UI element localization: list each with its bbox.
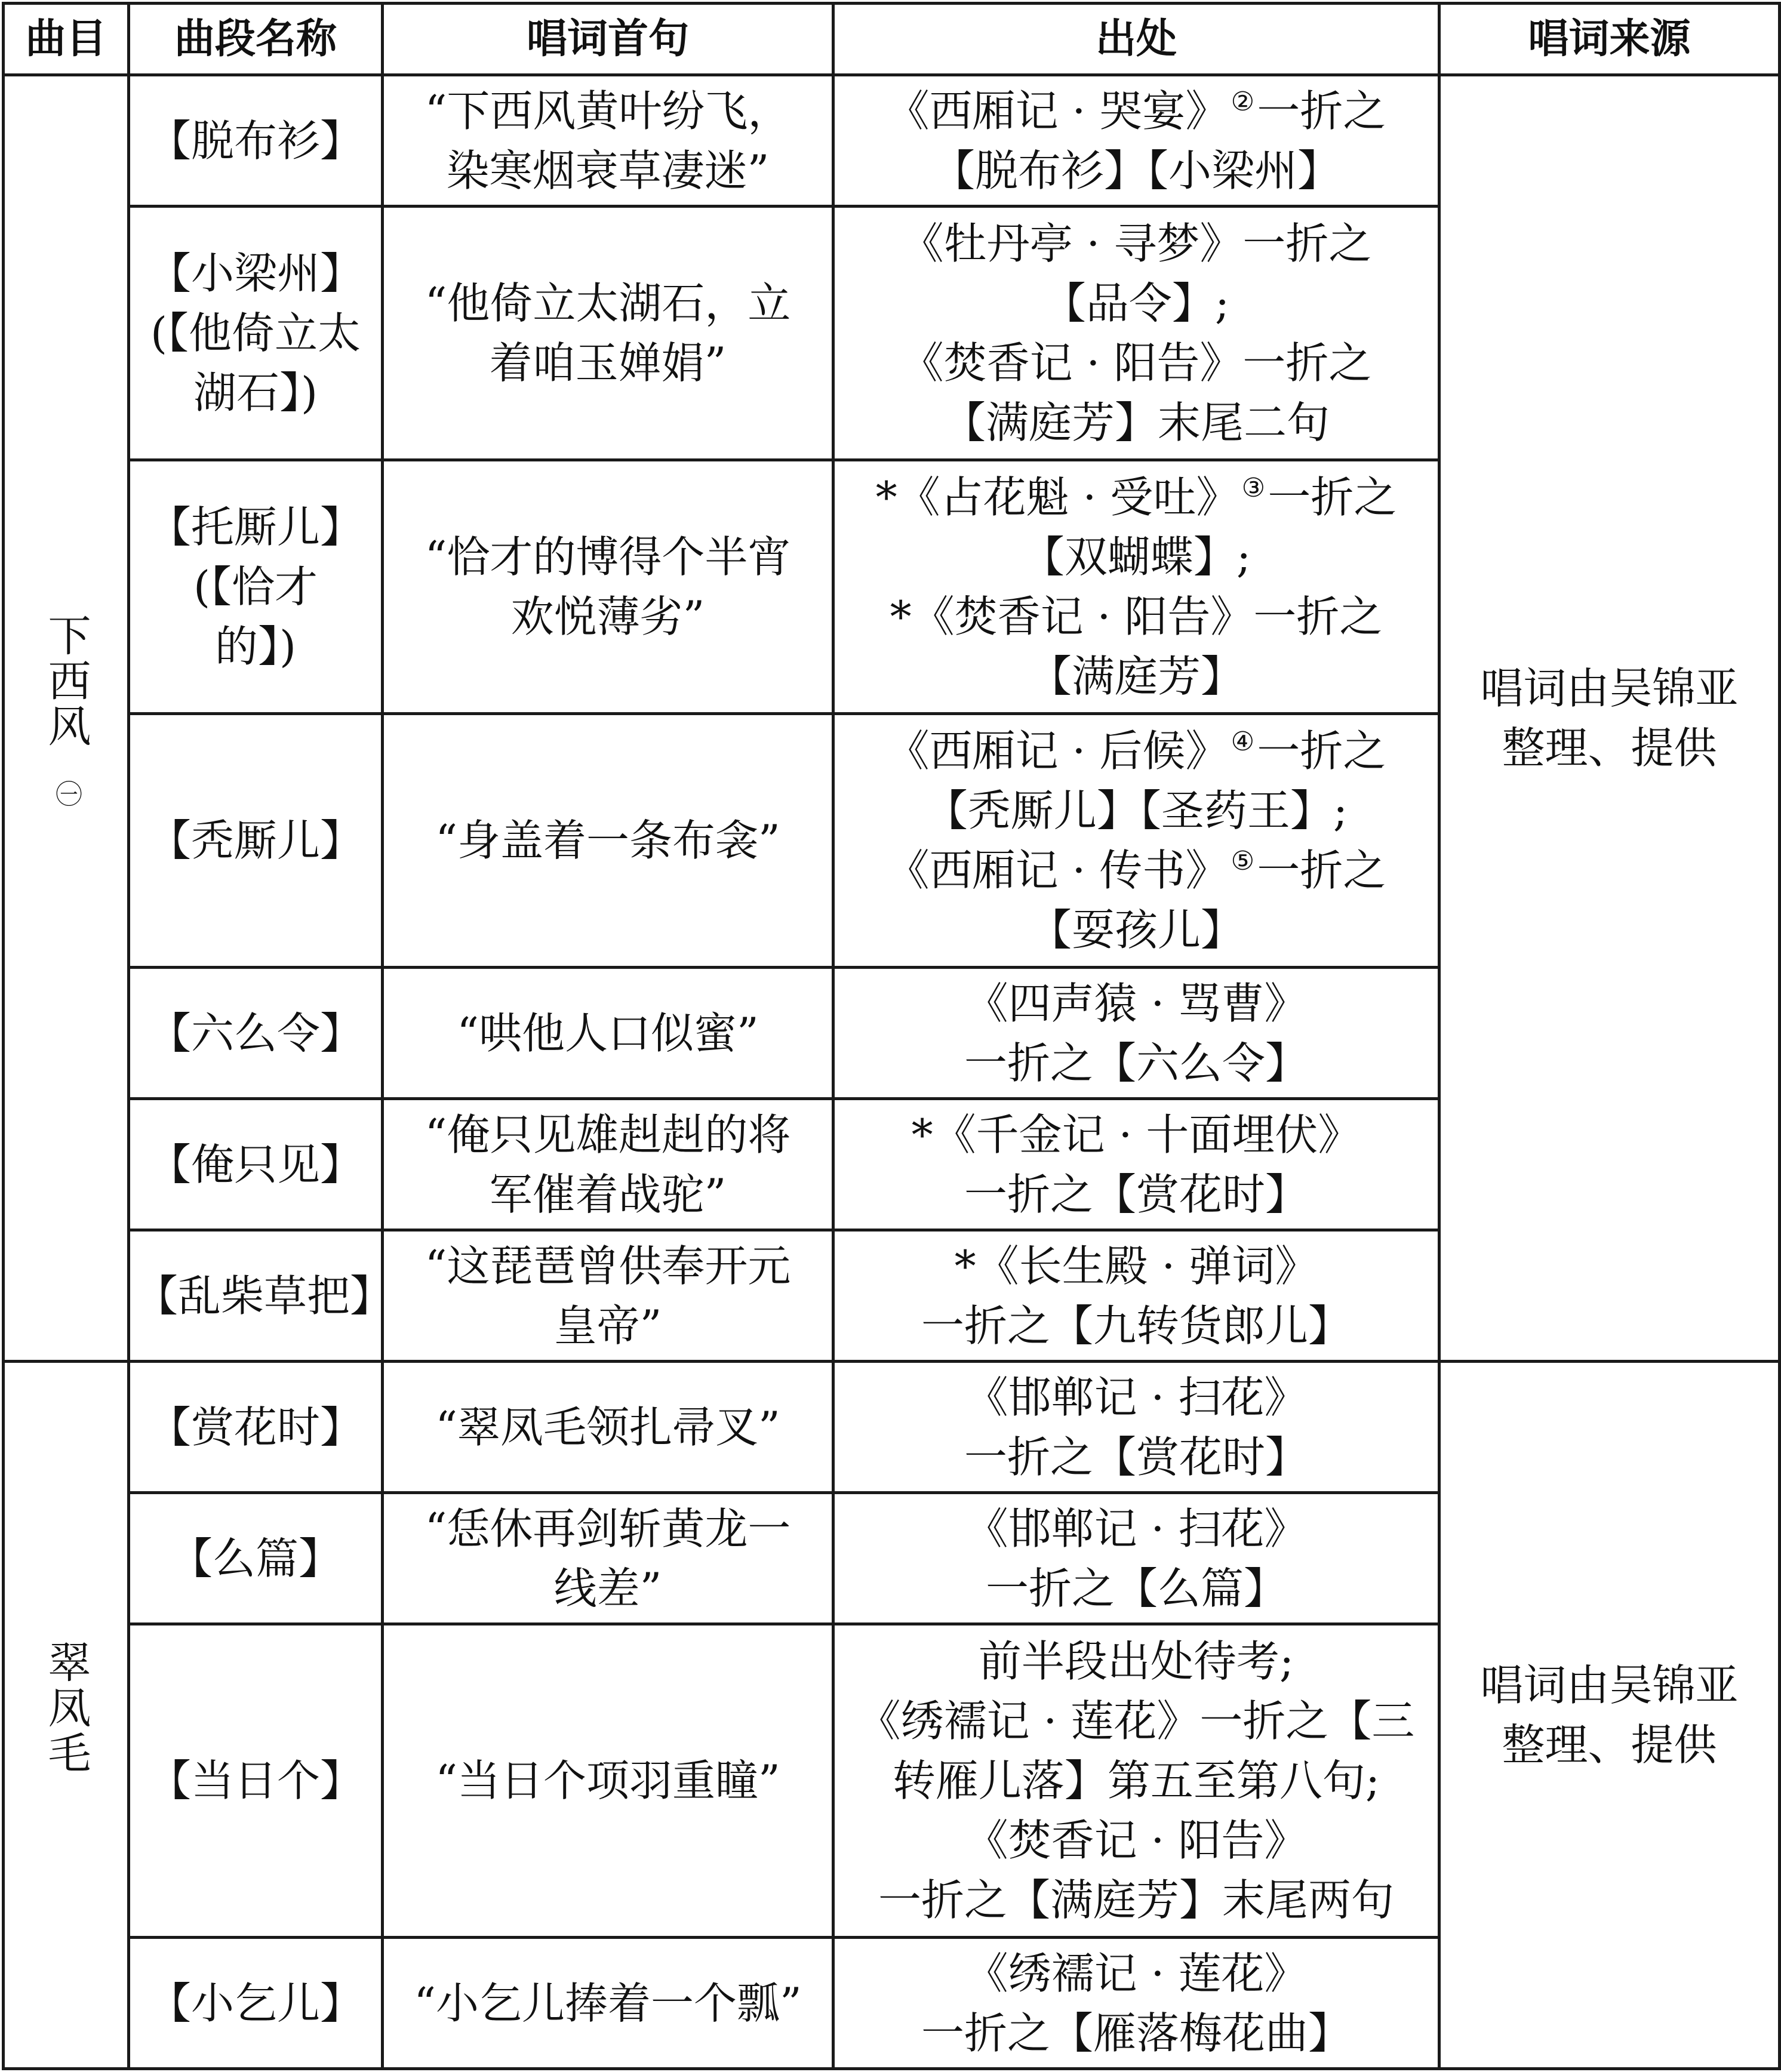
header-first-line: 唱词首句 (383, 4, 833, 75)
section-name-cell-line: 【秃厮儿】 (147, 815, 363, 866)
section-name-cell-line: 【六么令】 (147, 1008, 363, 1058)
first-line-cell (383, 1493, 833, 1624)
origin-text: 一折之【六么令】 (964, 1037, 1308, 1088)
section-name-cell-line: 【小乞儿】 (147, 1978, 363, 2028)
origin-cell (833, 1624, 1439, 1938)
origin-line (839, 1368, 1433, 1427)
origin-cell (833, 1493, 1439, 1624)
piece-title-cell (4, 75, 129, 1362)
origin-text: 《绣襦记 · 莲花》一折之【三 (857, 1696, 1415, 1746)
origin-text: 【品令】; (1042, 278, 1230, 328)
section-name-cell-line: (【恰才 (193, 562, 318, 612)
piece-title-cell (4, 1362, 129, 2069)
first-line-cell (383, 75, 833, 207)
origin-cell (833, 460, 1439, 714)
origin-text: 一折之【赏花时】 (964, 1169, 1308, 1220)
first-line-cell-line: 皇帝” (553, 1300, 662, 1351)
section-name-cell (129, 1624, 383, 1938)
origin-text-after: 一折之 (1257, 726, 1386, 776)
footnote-marker: ④ (1231, 726, 1255, 757)
section-name-cell-line: 【乱柴草把】 (135, 1270, 393, 1321)
origin-line (839, 214, 1433, 273)
section-name-cell (129, 1230, 393, 1362)
origin-line (839, 1105, 1433, 1165)
origin-line (839, 273, 1433, 333)
first-line-cell-line: “恰才的博得个半宵 (425, 532, 791, 582)
section-name-cell-line: 【俺只见】 (147, 1139, 363, 1190)
section-name-cell-line: 【托厮儿】 (147, 502, 363, 552)
origin-text: 《邯郸记 · 扫花》 (965, 1503, 1308, 1554)
first-line-cell-line: “这琵琶曾供奉开元 (425, 1240, 791, 1291)
first-line-cell (383, 1624, 833, 1938)
section-name-cell (129, 1938, 383, 2069)
footnote-marker: ⑤ (1231, 846, 1255, 876)
first-line-cell (383, 1230, 833, 1362)
origin-line (839, 900, 1433, 960)
origin-line (839, 721, 1433, 781)
origin-line (839, 1559, 1433, 1618)
first-line-cell-line: “身盖着一条布衾” (435, 815, 780, 866)
origin-line (839, 781, 1433, 841)
lyric-source-cell (1439, 1362, 1780, 2069)
origin-text: 一折之【雁落梅花曲】 (921, 2008, 1351, 2058)
header-lyric-source: 唱词来源 (1439, 4, 1780, 75)
origin-text: 【满庭芳】末尾二句 (942, 398, 1330, 448)
origin-line (839, 1427, 1433, 1487)
section-name-cell (129, 968, 383, 1099)
origin-text: 《四声猿 · 骂曹》 (965, 978, 1308, 1029)
lyric-source-cell (1439, 75, 1780, 1362)
first-line-cell (383, 1362, 833, 1493)
first-line-cell-line: “恁休再剑斩黄龙一 (425, 1503, 791, 1554)
header-section-name: 曲段名称 (129, 4, 383, 75)
first-line-cell-line: 染寒烟衰草凄迷” (446, 145, 770, 196)
section-name-cell (129, 714, 383, 968)
origin-text: *《长生殿 · 弹词》 (954, 1240, 1318, 1291)
footnote-marker: ㊀ (51, 780, 82, 809)
origin-line (839, 1944, 1433, 2003)
origin-line (839, 1499, 1433, 1559)
section-name-cell (129, 1099, 383, 1230)
first-line-cell (383, 460, 833, 714)
first-line-cell-line: 欢悦薄劣” (510, 592, 705, 642)
origin-cell (833, 1099, 1439, 1230)
table-row (4, 75, 1780, 207)
origin-text: 《绣襦记 · 莲花》 (965, 1948, 1308, 1999)
first-line-cell (383, 207, 833, 460)
section-name-cell-line: 的】) (214, 621, 297, 672)
origin-cell (833, 1938, 1439, 2069)
origin-text: 《牡丹亭 · 寻梦》一折之 (900, 218, 1372, 269)
origin-text: *《占花魁 · 受吐》 (875, 472, 1239, 522)
first-line-cell (383, 1099, 833, 1230)
origin-text: 《焚香记 · 阳告》 (965, 1815, 1308, 1865)
origin-text: 【耍孩儿】 (1028, 905, 1244, 955)
origin-text: 《焚香记 · 阳告》一折之 (900, 338, 1372, 388)
origin-line (839, 1236, 1433, 1296)
section-name-cell-line: 【么篇】 (169, 1533, 342, 1584)
section-name-cell (129, 1493, 383, 1624)
section-name-cell-line: 【当日个】 (147, 1756, 363, 1806)
origin-text-after: 一折之 (1257, 85, 1386, 136)
origin-line (839, 1751, 1433, 1811)
origin-text: 一折之【满庭芳】末尾两句 (878, 1875, 1394, 1925)
footnote-marker: ③ (1241, 473, 1266, 503)
origin-line (839, 1165, 1433, 1224)
piece-title: 下西风 (41, 612, 91, 749)
origin-line (839, 974, 1433, 1033)
lyric-source-line: 整理、提供 (1502, 723, 1717, 773)
origin-line (839, 333, 1433, 393)
origin-text: 【双蝴蝶】; (1021, 532, 1251, 582)
origin-line (839, 646, 1433, 706)
first-line-cell-line: “小乞儿捧着一个瓢” (414, 1978, 802, 2028)
first-line-cell-line: “俺只见雄赳赳的将 (425, 1109, 791, 1160)
origin-text: 《西厢记 · 后候》 (886, 726, 1229, 776)
origin-text: 【满庭芳】 (1028, 651, 1244, 701)
footnote-marker: ② (1231, 86, 1255, 117)
origin-cell (833, 207, 1439, 460)
origin-text-after: 一折之 (1268, 472, 1397, 522)
first-line-cell-line: “他倚立太湖石，立 (425, 278, 791, 328)
origin-text: 《西厢记 · 哭宴》 (886, 85, 1229, 136)
first-line-cell-line: 军催着战驼” (489, 1169, 727, 1220)
origin-line (839, 1296, 1433, 1356)
lyric-source-line: 唱词由吴锦亚 (1480, 1660, 1739, 1710)
table-row (4, 1362, 1780, 1493)
origin-line (839, 1870, 1433, 1930)
origin-text: 一折之【赏花时】 (964, 1431, 1308, 1482)
origin-text-after: 一折之 (1257, 845, 1386, 895)
origin-text: 一折之【么篇】 (985, 1563, 1287, 1614)
header-origin: 出处 (833, 4, 1439, 75)
first-line-cell (383, 968, 833, 1099)
piece-title: 翠凤毛 (41, 1639, 91, 1776)
origin-line (839, 141, 1433, 201)
origin-text: *《千金记 · 十面埋伏》 (911, 1109, 1361, 1160)
origin-text: 【脱布衫】【小梁州】 (931, 145, 1340, 196)
origin-line (839, 393, 1433, 452)
header-row (4, 4, 1780, 75)
section-name-cell-line: 【赏花时】 (147, 1402, 363, 1452)
origin-text: 《邯郸记 · 扫花》 (965, 1372, 1308, 1423)
lyrics-source-table (2, 2, 1781, 2070)
section-name-cell (129, 207, 383, 460)
section-name-cell (129, 75, 383, 207)
header-piece: 曲目 (4, 4, 129, 75)
lyric-source-line: 整理、提供 (1502, 1720, 1717, 1770)
first-line-cell-line: 着咱玉婵娟” (489, 338, 727, 388)
section-name-cell-line: (【他倚立太 (150, 308, 361, 358)
origin-text: 前半段出处待考; (978, 1636, 1294, 1686)
origin-cell (833, 1362, 1439, 1493)
origin-text: 【秃厮儿】【圣药王】; (924, 786, 1348, 836)
origin-line (839, 1811, 1433, 1870)
origin-line (839, 81, 1433, 141)
section-name-cell-line: 【小梁州】 (147, 248, 363, 298)
first-line-cell (383, 714, 833, 968)
origin-text: 一折之【九转货郎儿】 (921, 1300, 1351, 1351)
origin-line (839, 1631, 1433, 1691)
origin-text: *《焚香记 · 阳告》一折之 (890, 592, 1383, 642)
origin-cell (833, 75, 1439, 207)
origin-cell (833, 714, 1439, 968)
first-line-cell-line: “下西风黄叶纷飞， (425, 85, 791, 136)
origin-cell (833, 1230, 1439, 1362)
first-line-cell-line: “翠凤毛领扎帚叉” (435, 1402, 780, 1452)
section-name-cell-line: 湖石】) (193, 368, 318, 418)
lyric-source-line: 唱词由吴锦亚 (1480, 663, 1739, 713)
first-line-cell-line: “当日个项羽重瞳” (435, 1756, 780, 1806)
first-line-cell (383, 1938, 833, 2069)
section-name-cell (129, 1362, 383, 1493)
first-line-cell-line: “哄他人口似蜜” (457, 1008, 759, 1058)
origin-line (839, 841, 1433, 900)
origin-line (839, 467, 1433, 527)
origin-text: 转雁儿落】第五至第八句; (892, 1756, 1380, 1806)
origin-text: 《西厢记 · 传书》 (886, 845, 1229, 895)
origin-line (839, 1033, 1433, 1093)
origin-line (839, 1691, 1433, 1751)
section-name-cell (129, 460, 383, 714)
origin-cell (833, 968, 1439, 1099)
origin-line (839, 2003, 1433, 2063)
section-name-cell-line: 【脱布衫】 (147, 115, 363, 166)
first-line-cell-line: 线差” (553, 1563, 662, 1614)
table-body (4, 75, 1780, 2069)
origin-line (839, 587, 1433, 646)
origin-line (839, 527, 1433, 587)
